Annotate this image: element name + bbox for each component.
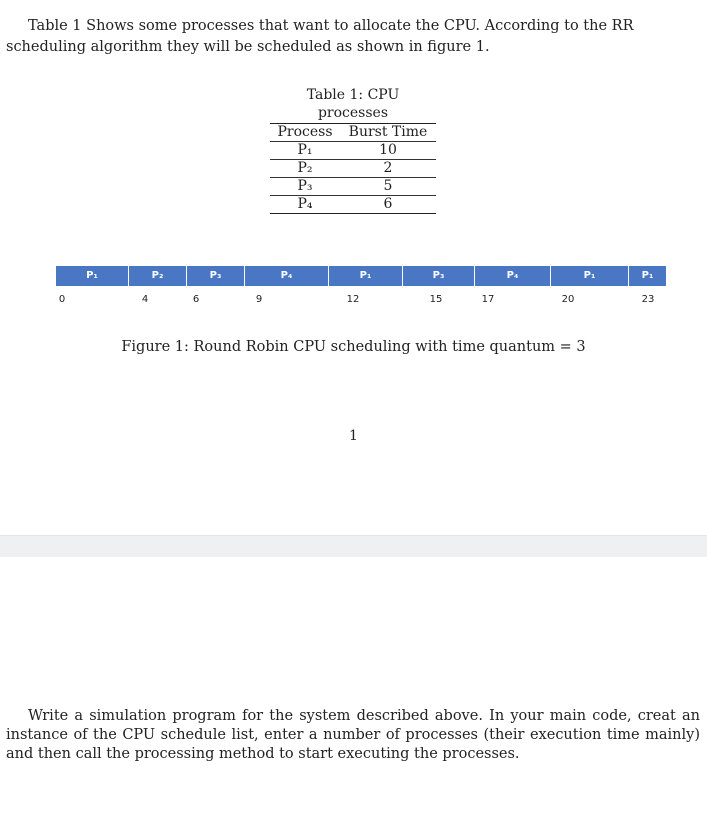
document-page-bottom [0,557,707,835]
process-cell: P₄ [297,196,313,212]
burst-cell: 2 [383,160,393,176]
page-number: 1 [349,428,358,444]
process-table [270,86,436,214]
gantt-tick-label: 9 [255,294,263,305]
gantt-tick-label: 0 [58,294,66,305]
intro-paragraph: Table 1 Shows some processes that want to allocate the CPU. According to the RR scheduling algorithm they will be scheduled as shown in figure 1. [6,18,634,55]
gantt-tick-label: 12 [346,294,360,305]
gantt-segment: P₁ [629,266,666,286]
task-paragraph: Write a simulation program for the system described above. In your main code, creat an instance of the CPU schedule list, enter a number of processes (their execution time mainly) and then call the processing method to start executing the processes. [6,708,700,762]
gantt-segment: P₃ [403,266,475,286]
burst-cell: 10 [379,142,397,158]
gantt-chart [56,266,666,286]
page-separator [0,535,707,558]
gantt-segment: P₁ [56,266,129,286]
table-header-row [270,123,436,141]
table-row [270,177,436,195]
process-cell: P₃ [297,178,313,194]
gantt-segment: P₃ [187,266,245,286]
gantt-tick-label: 4 [141,294,149,305]
gantt-segment: P₁ [551,266,629,286]
header-process: Process [277,124,333,140]
table-row [270,159,436,177]
table-row [270,195,436,214]
table-row [270,141,436,159]
burst-cell: 5 [383,178,393,194]
gantt-segment: P₂ [129,266,187,286]
figure-caption: Figure 1: Round Robin CPU scheduling with time quantum = 3 [121,339,586,355]
gantt-tick-label: 20 [561,294,575,305]
gantt-tick-label: 17 [481,294,495,305]
gantt-tick-label: 6 [192,294,200,305]
header-burst-time: Burst Time [348,124,428,140]
process-cell: P₂ [297,160,313,176]
table-caption: Table 1: CPU processes [306,87,400,121]
gantt-tick-label: 23 [641,294,655,305]
gantt-tick-label: 15 [429,294,443,305]
gantt-segment: P₁ [329,266,403,286]
gantt-segment: P₄ [475,266,551,286]
process-cell: P₁ [297,142,313,158]
gantt-segment: P₄ [245,266,329,286]
burst-cell: 6 [383,196,393,212]
